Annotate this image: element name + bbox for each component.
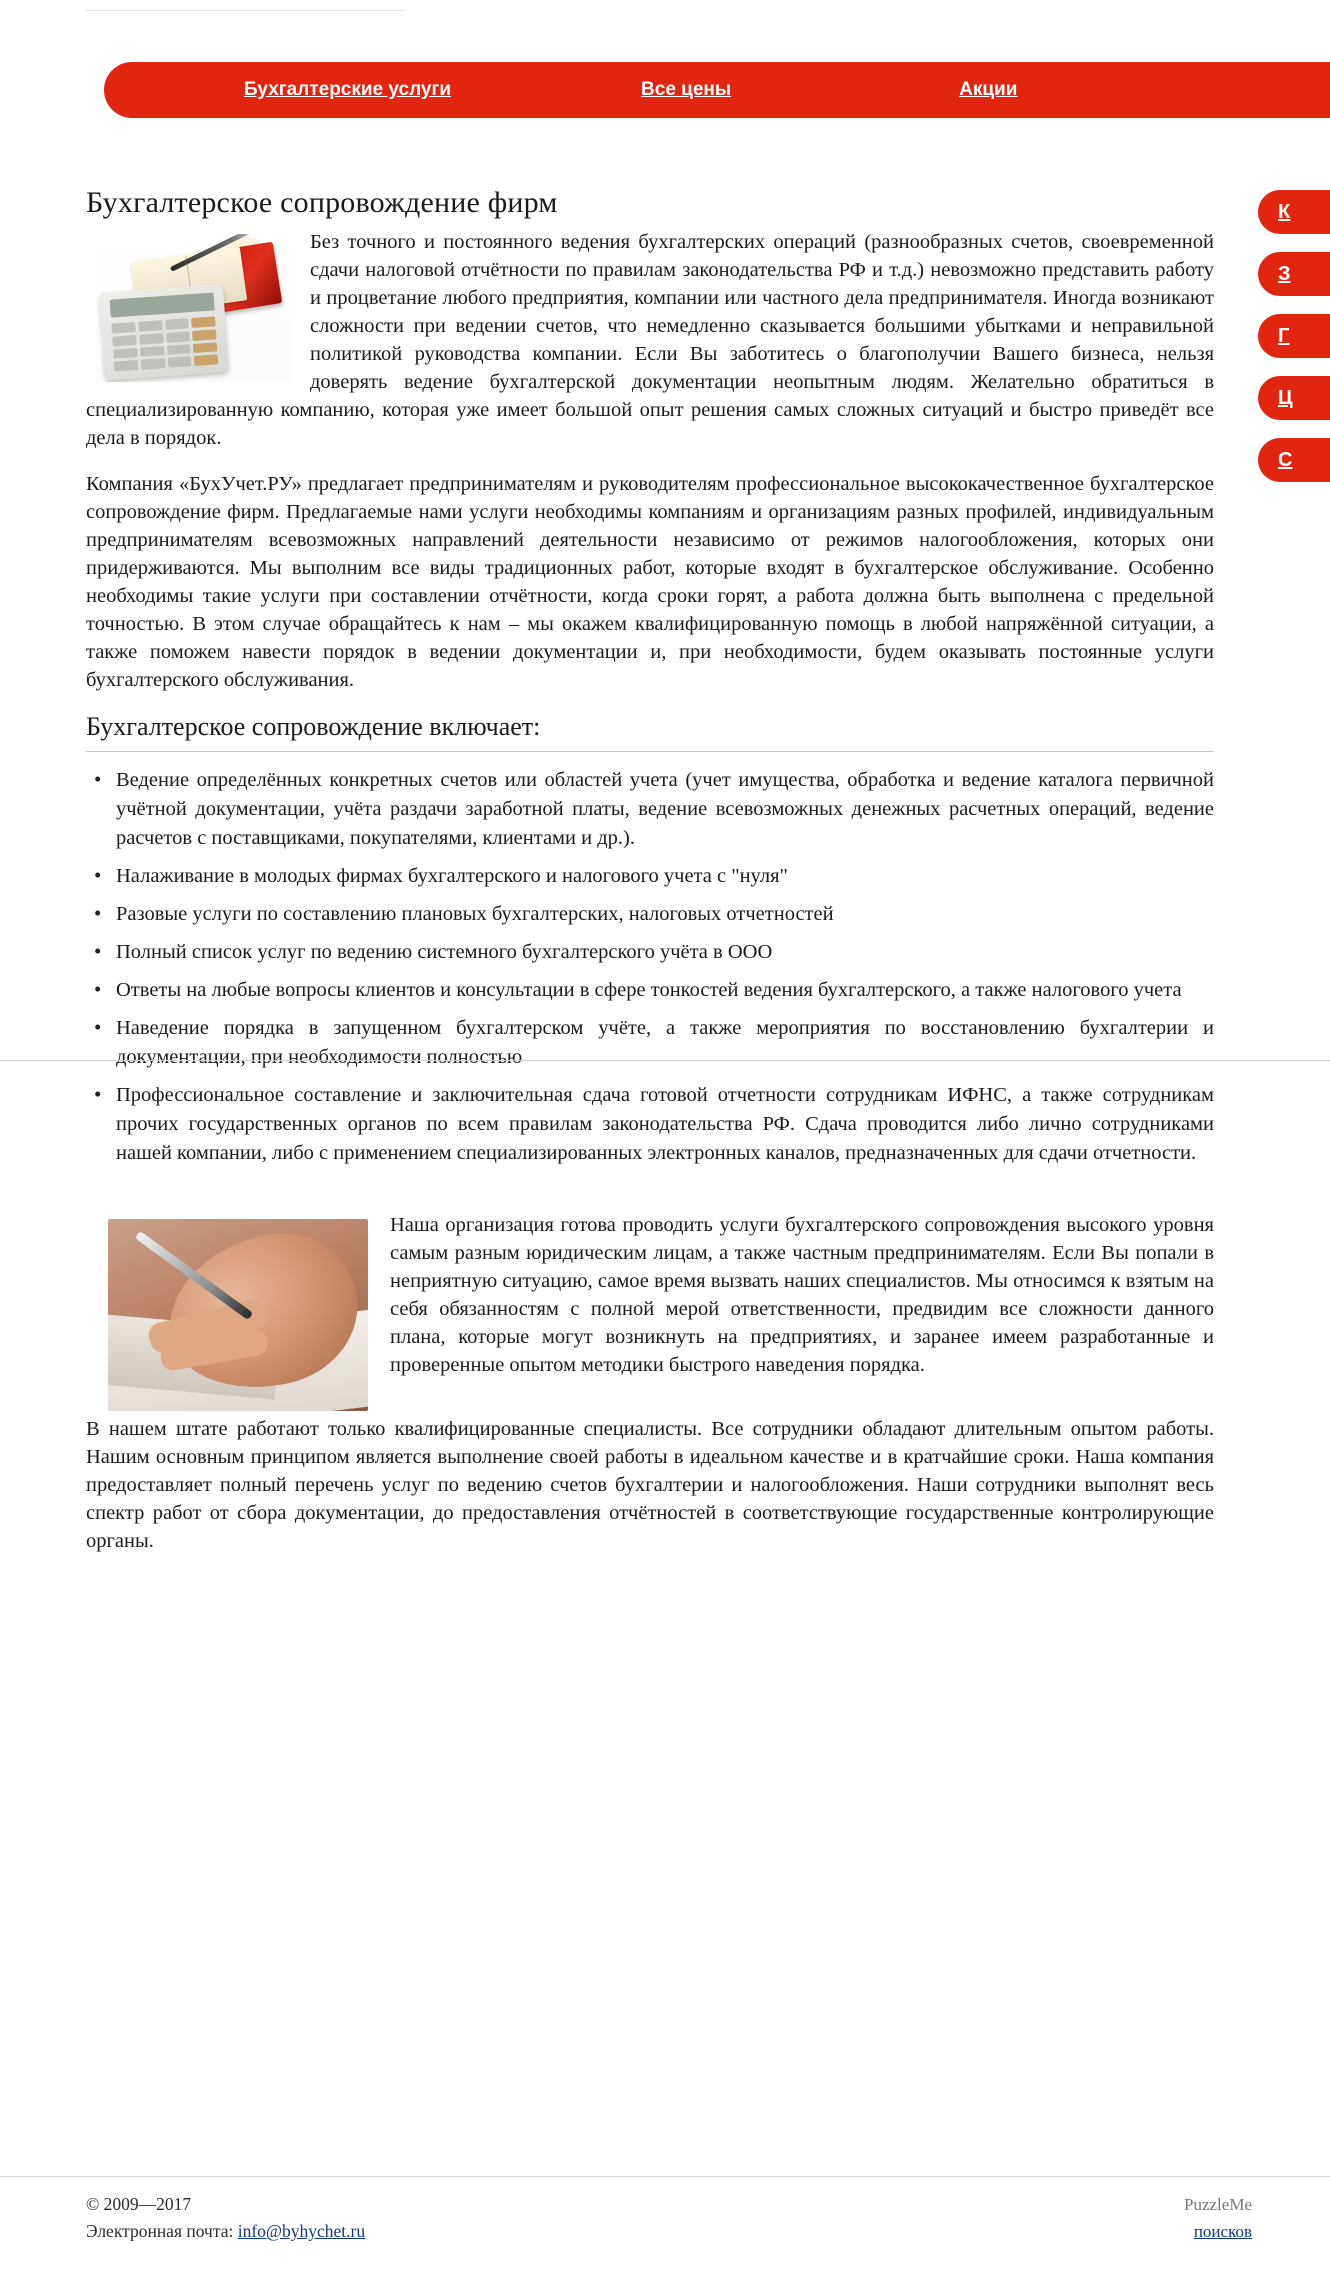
side-tab-2[interactable] xyxy=(1258,252,1330,296)
second-paragraph: Компания «БухУчет.РУ» предлагает предпринимателям и руководителям профессиональное высококачественное бухгалтерское сопровождение фирм. Предлагаемые нами услуги необходимы компаниям и организациям разных профилей, индивидуальным предпринимателям всевозможных направлений деятельности независимо от режимов налогообложения, которых они придерживаются. Мы выполним все виды традиционных работ, которые входят в бухгалтерское обслуживание. Особенно необходимы такие услуги при составлении отчётности, когда сроки горят, а работа должна быть выполнена с предельной точностью. В этом случае обращайтесь к нам – мы окажем квалифицированную помощь в любой напряжённой ситуации, а также поможем навести порядок в ведении документации и, при необходимости, будем оказывать постоянные услуги бухгалтерского обслуживания. xyxy=(86,473,1214,691)
side-tab-5-label: С xyxy=(1278,448,1293,471)
includes-heading: Бухгалтерское сопровождение включает: xyxy=(86,712,1214,752)
includes-list xyxy=(86,766,1214,1168)
article-content xyxy=(86,186,1214,1573)
third-paragraph: Наша организация готова проводить услуги бухгалтерского сопровождения высокого уровня самым разным юридическим лицам, а также частным предпринимателям. Если Вы попали в неприятную ситуацию, самое время вызвать наших специалистов. Мы относимся к взятым на себя обязанностям с полной мерой ответственности, предвидим все сложности данного плана, которые могут возникнуть на предприятиях, и заранее имеем разработанные и проверенные опытом методики быстрого наведения порядка. xyxy=(390,1214,1214,1376)
side-tab-3[interactable] xyxy=(1258,314,1330,358)
side-tab-4[interactable] xyxy=(1258,376,1330,420)
intro-block xyxy=(86,228,1214,470)
footer-brand: PuzzleMe xyxy=(1184,2195,1252,2214)
side-tab-2-label: З xyxy=(1278,262,1291,285)
side-tab-5[interactable] xyxy=(1258,438,1330,482)
nav-item-promotions[interactable]: Акции xyxy=(959,79,1018,100)
main-navbar xyxy=(104,62,1330,118)
side-tab-1[interactable] xyxy=(1258,190,1330,234)
intro-paragraph: Без точного и постоянного ведения бухгалтерских операций (разнообразных счетов, своевременной сдачи налоговой отчётности по правилам законодательства РФ и т.д.) невозможно представить работу и процветание любого предприятия, компании или частного дела предпринимателя. Иногда возникают сложности при ведении счетов, что немедленно сказывается большими убытками и неправильной политикой руководства компании. Если Вы заботитесь о благополучии Вашего бизнеса, нельзя доверять ведение бухгалтерской документации неопытным людям. Желательно обратиться в специализированную компанию, которая уже имеет большой опыт решения самых сложных ситуаций и быстро приведёт все дела в порядок. xyxy=(86,231,1214,449)
list-item: • Полный список услуг по ведению системного бухгалтерского учёта в ООО xyxy=(86,938,1214,967)
page-footer xyxy=(0,2176,1330,2241)
side-tab-1-label: К xyxy=(1278,200,1291,223)
fourth-paragraph: В нашем штате работают только квалифицированные специалисты. Все сотрудники обладают длительным опытом работы. Нашим основным принципом является выполнение своей работы в идеальном качестве и в кратчайшие сроки. Наша компания предоставляет полный перечень услуг по ведению счетов бухгалтерии и налогообложения. Наши сотрудники выполнят весь спектр работ от сбора документации, до предоставления отчётностей в соответствующие государственные контролирующие органы. xyxy=(86,1418,1214,1552)
side-tabs xyxy=(1258,190,1330,500)
list-item: • Ведение определённых конкретных счетов или областей учета (учет имущества, обработка и ведение каталога первичной учётной документации, учёта раздачи заработной платы, ведение всевозможных денежных расчетных операций, ведение расчетов с поставщиками, покупателями, клиентами и др.). xyxy=(86,766,1214,853)
page-title: Бухгалтерское сопровождение фирм xyxy=(86,186,558,219)
list-item: • Налаживание в молодых фирмах бухгалтерского и налогового учета с "нуля" xyxy=(86,862,1214,891)
list-item: • Наведение порядка в запущенном бухгалтерском учёте, а также мероприятия по восстановлению бухгалтерии и документации, при необходимости полностью xyxy=(86,1014,1214,1072)
nav-item-all-prices[interactable]: Все цены xyxy=(641,79,732,100)
side-tab-4-label: Ц xyxy=(1278,386,1293,409)
list-item: • Профессиональное составление и заключительная сдача готовой отчетности сотрудникам ИФНС, а также сотрудникам прочих государственных органов по всем правилам законодательства РФ. Сдача проводится либо лично сотрудниками нашей компании, либо с применением специализированных электронных каналов, предназначенных для сдачи отчетности. xyxy=(86,1081,1214,1168)
page-break-line xyxy=(0,1060,1330,1061)
footer-email-label: Электронная почта: xyxy=(86,2221,234,2241)
footer-email-link[interactable]: info@byhychet.ru xyxy=(237,2221,366,2241)
list-item: • Ответы на любые вопросы клиентов и консультации в сфере тонкостей ведения бухгалтерского, а также налогового учета xyxy=(86,976,1214,1005)
footer-search-link[interactable]: поисков xyxy=(1193,2222,1252,2241)
footer-email-row xyxy=(86,2218,365,2245)
nav-item-accounting-services[interactable]: Бухгалтерские услуги xyxy=(244,79,452,100)
side-tab-3-label: Г xyxy=(1278,324,1290,347)
third-block xyxy=(86,1211,1214,1415)
hand-writing-image xyxy=(108,1219,368,1411)
footer-left xyxy=(86,2191,365,2245)
footer-right xyxy=(1184,2191,1252,2245)
list-item: • Разовые услуги по составлению плановых бухгалтерских, налоговых отчетностей xyxy=(86,900,1214,929)
footer-copyright: © 2009—2017 xyxy=(86,2194,192,2214)
calculator-books-image xyxy=(96,234,292,382)
top-divider xyxy=(86,0,406,11)
